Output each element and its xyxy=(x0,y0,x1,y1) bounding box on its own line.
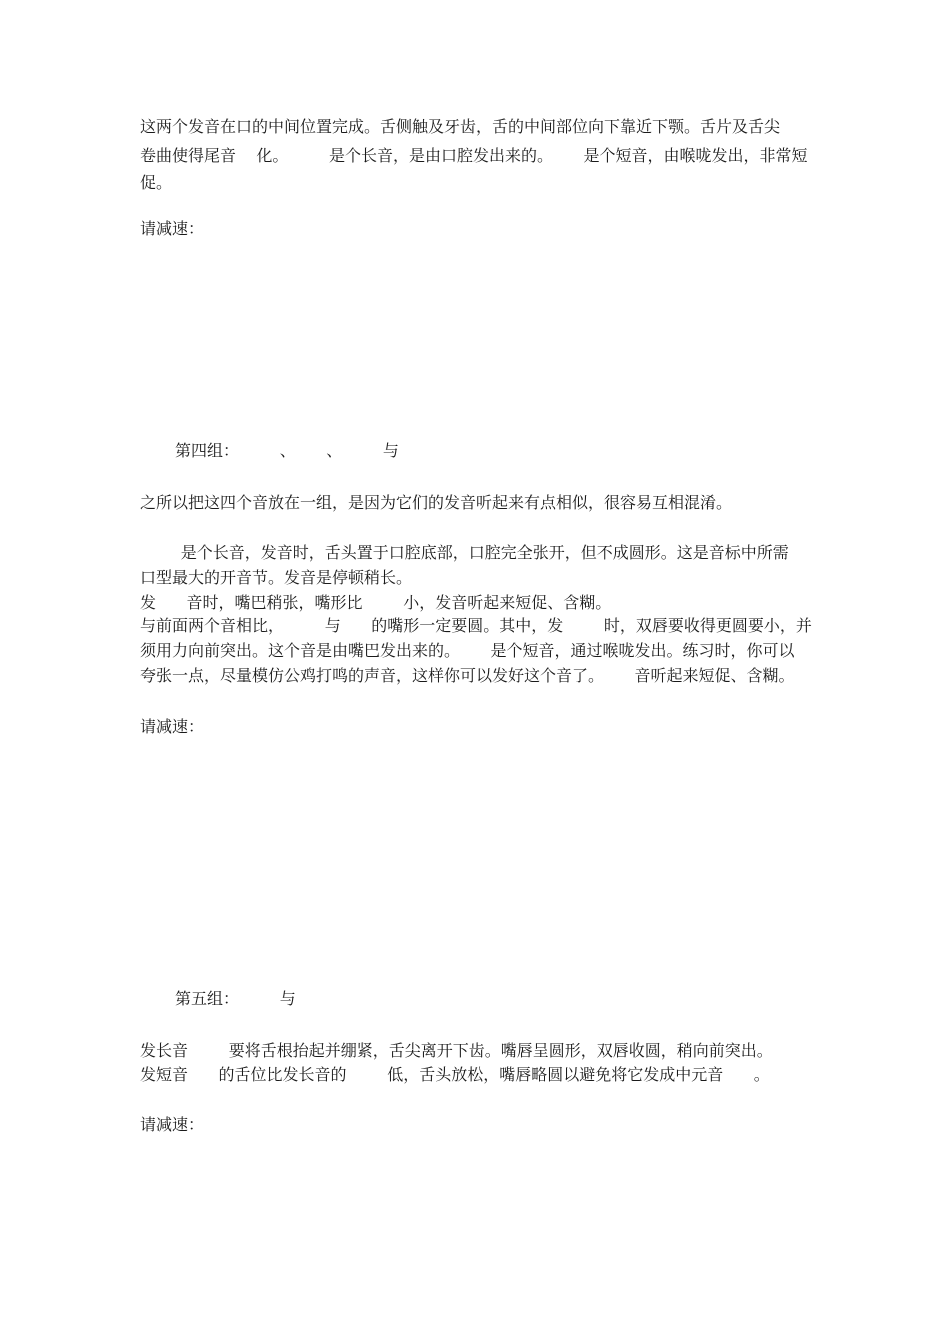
group-5-line-1: 发长音 要将舌根抬起并绷紧，舌尖离开下齿。嘴唇呈圆形，双唇收圆，稍向前突出。 xyxy=(140,1041,773,1060)
group-4-heading: 第四组： 、 、 与 xyxy=(175,441,399,460)
prompt-slow-down-3: 请减速： xyxy=(140,1115,205,1134)
paragraph-1-line-1: 这两个发音在口的中间位置完成。舌侧触及牙齿，舌的中间部位向下靠近下颚。舌片及舌尖 xyxy=(140,117,781,136)
group-4-line-5: 须用力向前突出。这个音是由嘴巴发出来的。 是个短音，通过喉咙发出。练习时，你可以 xyxy=(140,641,795,660)
group-4-line-3: 发 音时，嘴巴稍张，嘴形比 小，发音听起来短促、含糊。 xyxy=(140,593,612,612)
group-5-line-2: 发短音 的舌位比发长音的 低，舌头放松，嘴唇略圆以避免将它发成中元音 。 xyxy=(140,1065,770,1084)
paragraph-1-line-2: 卷曲使得尾音 化。 是个长音，是由口腔发出来的。 是个短音，由喉咙发出，非常短 xyxy=(140,146,808,165)
prompt-slow-down-1: 请减速： xyxy=(140,219,205,238)
group-5-heading: 第五组： 与 xyxy=(175,989,296,1008)
group-4-line-4: 与前面两个音相比， 与 的嘴形一定要圆。其中，发 时，双唇要收得更圆要小，并 xyxy=(140,616,812,635)
group-4-intro: 之所以把这四个音放在一组，是因为它们的发音听起来有点相似，很容易互相混淆。 xyxy=(140,493,733,512)
group-4-line-6: 夸张一点，尽量模仿公鸡打鸣的声音，这样你可以发好这个音了。 音听起来短促、含糊。 xyxy=(140,666,795,685)
group-4-line-2: 口型最大的开音节。发音是停顿稍长。 xyxy=(140,568,413,587)
paragraph-1-line-3: 促。 xyxy=(140,173,173,192)
prompt-slow-down-2: 请减速： xyxy=(140,717,205,736)
group-4-line-1: 是个长音，发音时，舌头置于口腔底部，口腔完全张开，但不成圆形。这是音标中所需 xyxy=(140,543,789,562)
